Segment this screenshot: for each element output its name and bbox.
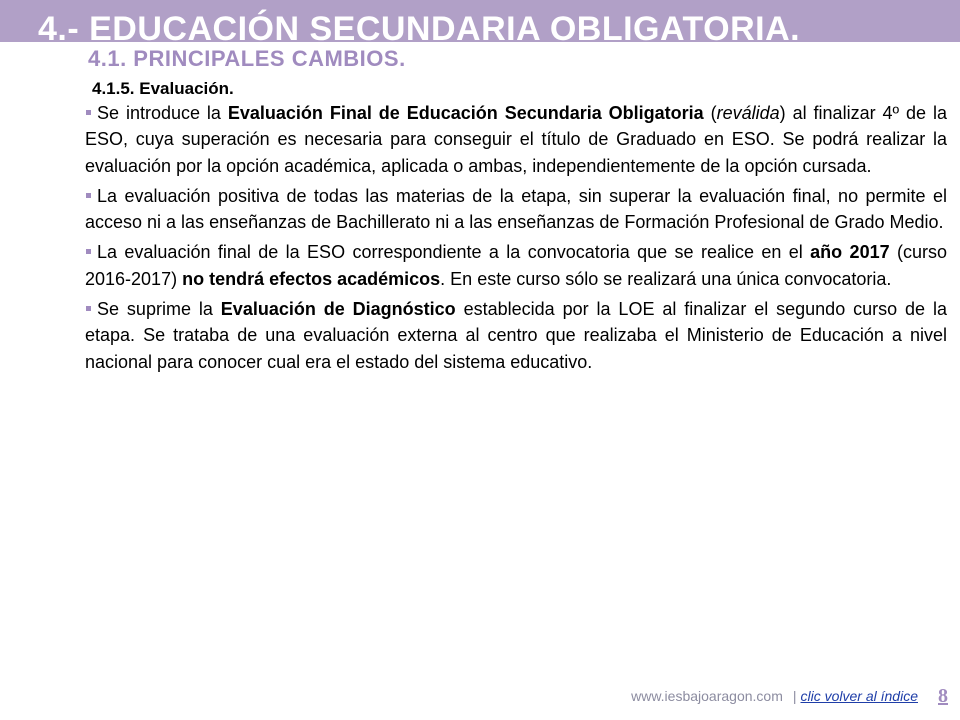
back-to-index-link[interactable]: clic volver al índice [800, 688, 918, 704]
bullet-item [85, 239, 947, 292]
square-bullet-icon [86, 249, 91, 254]
page-number: 8 [938, 684, 948, 707]
square-bullet-icon [86, 193, 91, 198]
footer-separator: | [792, 688, 797, 704]
subsection-title: 4.1.5. Evaluación. [92, 79, 234, 98]
bullet-list [85, 100, 947, 375]
square-bullet-icon [86, 306, 91, 311]
bullet-text-segment: La evaluación positiva de todas las materias de la etapa, sin superar la evaluación final, no permite el acceso ni a las enseñanzas de Bachillerato ni a las enseñanzas de Formación Profesional de Grado Medio. [85, 185, 947, 233]
square-bullet-icon [86, 110, 91, 115]
title-band [0, 0, 960, 42]
bullet-text-segment: año 2017 [810, 242, 890, 263]
bullet-text-segment: no tendrá efectos académicos [182, 268, 441, 289]
bullet-text-segment: establecida por la LOE al finalizar el segundo curso de la etapa. Se trataba de una evaluación externa al centro que realizaba el Ministerio de Educación a nivel nacional para conocer cual era el estado del sistema educativo. [85, 299, 947, 372]
bullet-item [85, 296, 947, 375]
bullet-text-segment: (curso 2016-2017) [85, 242, 948, 289]
footer [631, 684, 948, 708]
footer-website: www.iesbajoaragon.com [631, 688, 783, 704]
bullet-text-segment: Evaluación de Diagnóstico [220, 299, 456, 320]
page-title: 4.- EDUCACIÓN SECUNDARIA OBLIGATORIA. [38, 10, 801, 42]
bullet-text-segment: Evaluación Final de Educación Secundaria Obligatoria [227, 103, 704, 123]
bullet-text-segment: Se introduce la [97, 103, 228, 123]
bullet-text-segment: . En este curso sólo se realizará una única convocatoria. [440, 268, 892, 289]
bullet-item [85, 100, 947, 179]
bullet-text-segment: Se suprime la [97, 299, 221, 320]
bullet-item [85, 183, 947, 236]
bullet-text-segment: ) al finalizar 4º de la ESO, cuya superación es necesaria para conseguir el título de Graduado en ESO. Se podrá realizar la evaluación por la opción académica, aplicada o ambas, independientemente de la opción cursada. [85, 103, 947, 176]
section-title: 4.1. PRINCIPALES CAMBIOS. [88, 46, 406, 71]
bullet-text-segment: ( [703, 103, 717, 123]
bullet-text-segment: La evaluación final de la ESO correspondiente a la convocatoria que se realice en el [97, 242, 811, 263]
bullet-text-segment: reválida [716, 103, 780, 123]
